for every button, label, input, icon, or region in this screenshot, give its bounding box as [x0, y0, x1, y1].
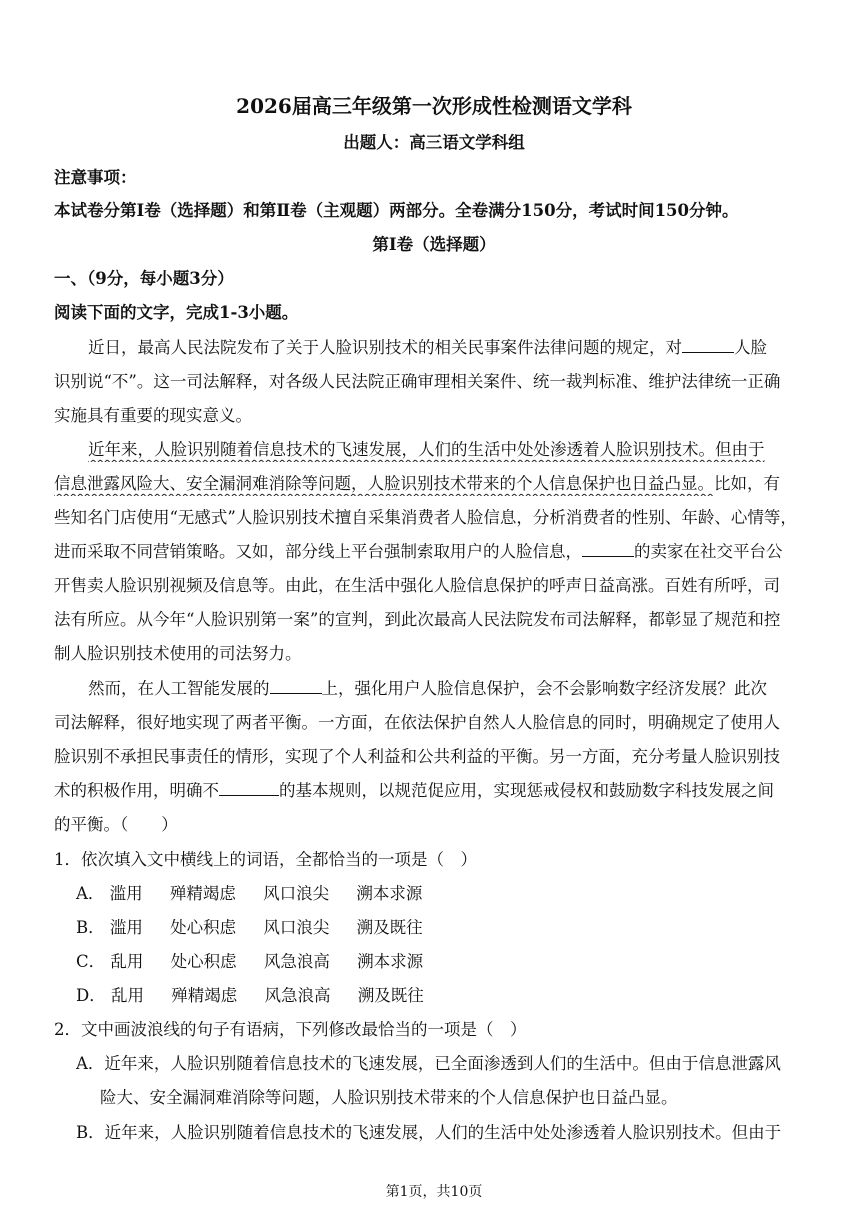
q2-option-b[interactable]: B．近年来，人脸识别随着信息技术的飞速发展，人们的生活中处处渗透着人脸识别技术。但由于	[76, 1123, 782, 1142]
option-letter: C．	[76, 952, 106, 971]
question-1-stem: 1．依次填入文中横线上的词语，全都恰当的一项是（ ）	[54, 850, 477, 869]
passage-line	[54, 336, 818, 360]
fill-blank-3	[270, 679, 322, 694]
passage-line: 些知名门店使用“无感式”人脸识别技术擅自采集消费者人脸信息，分析消费者的性别、年龄、心情等，	[54, 508, 797, 527]
option-word: 处心积虑	[170, 952, 237, 971]
option-word: 溯及既往	[357, 986, 424, 1005]
option-word: 风急浪高	[264, 986, 331, 1005]
option-word: 处心积虑	[170, 918, 237, 937]
option-letter: A．	[76, 884, 105, 903]
section-header: 一、（9分，每小题3分）	[54, 269, 234, 288]
passage-line: 识别说“不”。这一司法解释，对各级人民法院正确审理相关案件、统一裁判标准、维护法律统一正确	[54, 372, 781, 391]
passage-line: 开售卖人脸识别视频及信息等。由此，在生活中强化人脸信息保护的呼声日益高涨。百姓有所呼，司	[54, 576, 780, 595]
passage-line	[54, 677, 818, 701]
part-title: 第Ⅰ卷（选择题）	[372, 235, 496, 254]
passage-text: 然而，在人工智能发展的	[88, 679, 270, 698]
passage-line: 司法解释，很好地实现了两者平衡。一方面，在依法保护自然人人脸信息的同时，明确规定了使用人	[54, 713, 780, 732]
option-word: 殚精竭虑	[169, 884, 236, 903]
passage-text: 比如，有	[714, 474, 780, 493]
option-word: 溯本求源	[357, 952, 424, 971]
option-word: 风急浪高	[263, 952, 330, 971]
passage-text: 的卖家在社交平台公	[634, 542, 783, 561]
q1-option-d[interactable]	[76, 984, 818, 1008]
option-word: 乱用	[110, 952, 144, 971]
fill-blank-2	[582, 542, 634, 557]
passage-line: 制人脸识别技术使用的司法努力。	[54, 644, 302, 663]
option-word: 滥用	[109, 884, 143, 903]
passage-line	[54, 438, 818, 462]
notice-heading: 注意事项：	[54, 168, 137, 187]
option-word: 乱用	[110, 986, 144, 1005]
passage-line: 脸识别不承担民事责任的情形，实现了个人利益和公共利益的平衡。另一方面，充分考量人脸识别技	[54, 747, 780, 766]
wavy-underlined-sentence: 信息泄露风险大、安全漏洞难消除等问题，人脸识别技术带来的个人信息保护也日益凸显。	[54, 474, 714, 493]
option-letter: B．	[76, 918, 105, 937]
passage-text: 的基本规则，以规范促应用，实现惩戒侵权和鼓励数字科技发展之间	[279, 781, 774, 800]
passage-line	[54, 779, 818, 803]
option-letter: D．	[76, 986, 106, 1005]
q1-option-b[interactable]	[76, 916, 818, 940]
reading-instruction: 阅读下面的文字，完成1-3小题。	[54, 303, 299, 322]
passage-line: 法有所应。从今年“人脸识别第一案”的宣判，到此次最高人民法院发布司法解释，都彰显了规范和控	[54, 610, 781, 629]
passage-text: 近日，最高人民法院发布了关于人脸识别技术的相关民事案件法律问题的规定，对	[88, 338, 682, 357]
q2-option-a[interactable]: A．近年来，人脸识别随着信息技术的飞速发展，已全面渗透到人们的生活中。但由于信息泄露风	[76, 1054, 781, 1073]
passage-line: 实施具有重要的现实意义。	[54, 406, 252, 425]
notice-text: 本试卷分第Ⅰ卷（选择题）和第Ⅱ卷（主观题）两部分。全卷满分150分，考试时间150分钟。	[54, 201, 739, 220]
passage-line: 的平衡。（ ）	[54, 815, 178, 834]
wavy-underlined-sentence: 近年来，人脸识别随着信息技术的飞速发展，人们的生活中处处渗透着人脸识别技术。但由于	[88, 440, 765, 459]
q2-option-a-cont: 险大、安全漏洞难消除等问题，人脸识别技术带来的个人信息保护也日益凸显。	[100, 1088, 678, 1107]
fill-blank-4	[219, 781, 279, 796]
option-word: 溯本求源	[356, 884, 423, 903]
option-word: 风口浪尖	[263, 884, 330, 903]
page-footer: 第1页，共10页	[385, 1184, 483, 1200]
passage-text: 术的积极作用，明确不	[54, 781, 219, 800]
question-2-stem: 2．文中画波浪线的句子有语病，下列修改最恰当的一项是（ ）	[54, 1020, 527, 1039]
passage-line	[54, 472, 818, 496]
passage-text: 上，强化用户人脸信息保护，会不会影响数字经济发展？此次	[321, 679, 767, 698]
option-word: 殚精竭虑	[171, 986, 238, 1005]
fill-blank-1	[682, 338, 734, 353]
q1-option-a[interactable]	[76, 882, 818, 906]
exam-author: 出题人：高三语文学科组	[343, 133, 525, 152]
option-word: 溯及既往	[356, 918, 423, 937]
option-word: 滥用	[109, 918, 143, 937]
exam-title: 2026届高三年级第一次形成性检测语文学科	[236, 94, 632, 118]
passage-text: 进而采取不同营销策略。又如，部分线上平台强制索取用户的人脸信息，	[54, 542, 582, 561]
option-word: 风口浪尖	[263, 918, 330, 937]
passage-line	[54, 540, 818, 564]
q1-option-c[interactable]	[76, 950, 818, 974]
passage-text: 人脸	[734, 338, 767, 357]
